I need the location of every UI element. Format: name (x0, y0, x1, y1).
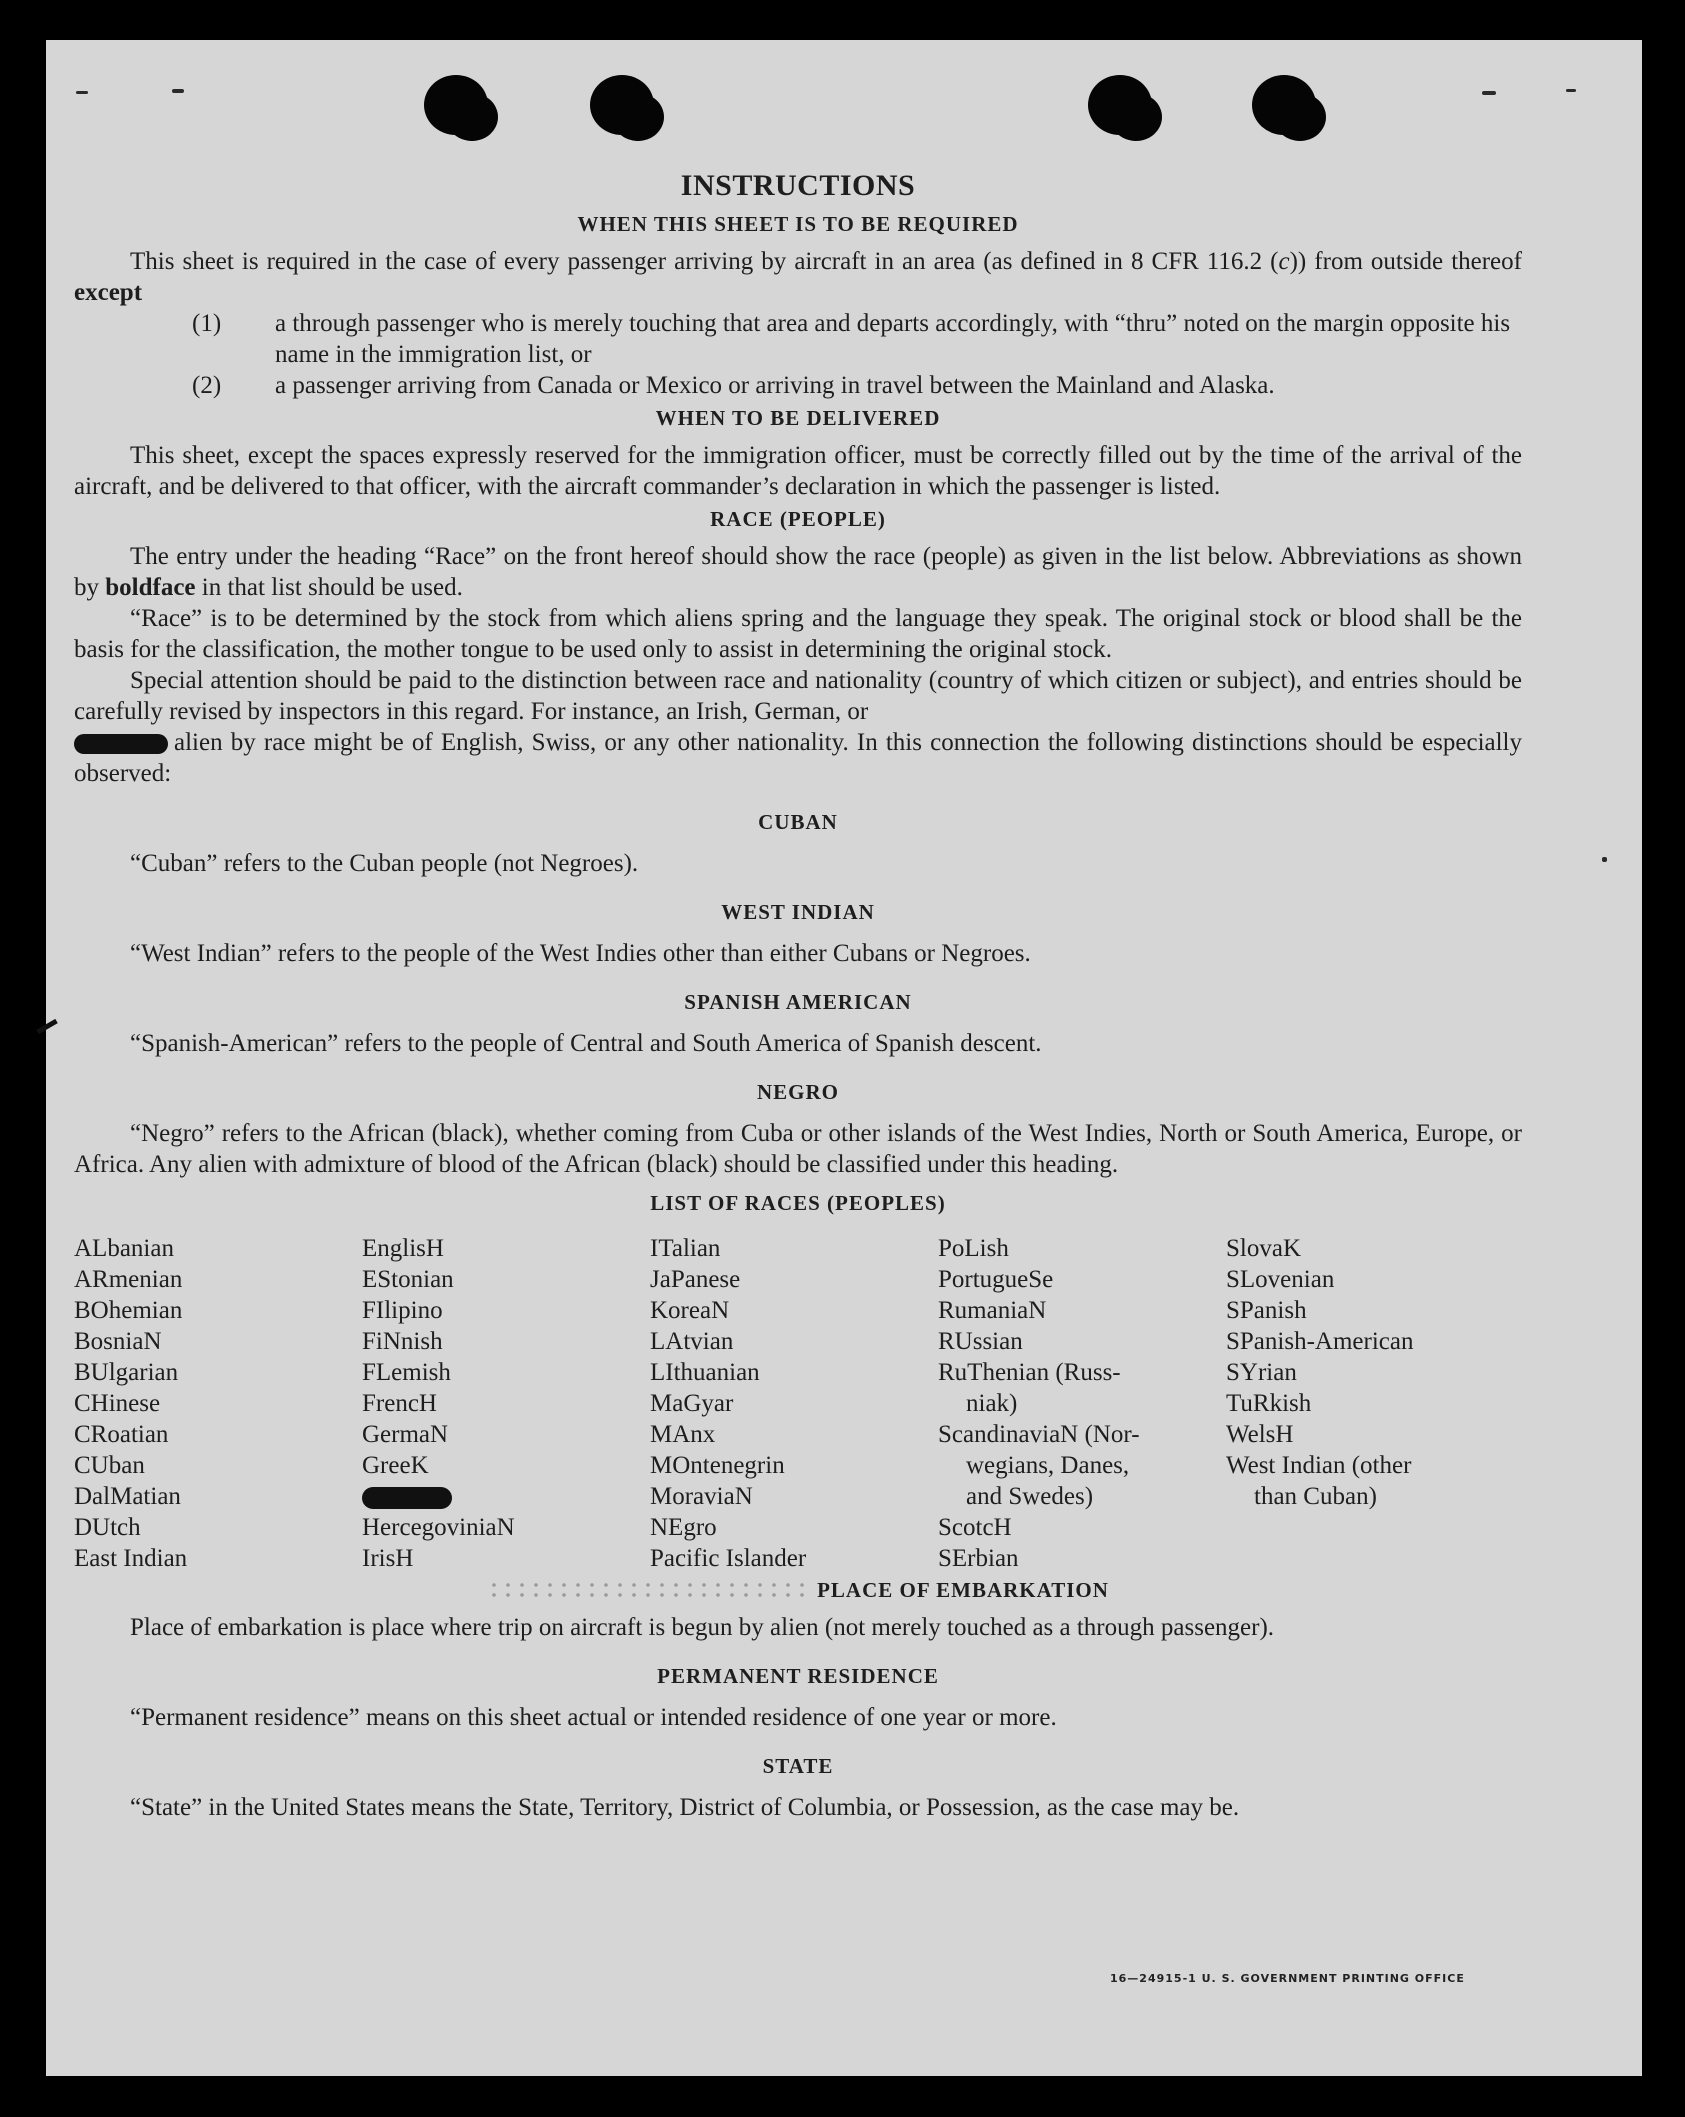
section-heading: NEGRO (756, 1080, 839, 1104)
paragraph (74, 727, 1522, 789)
race-entry: ScandinaviaN (Nor- (938, 1421, 1140, 1448)
paragraph (74, 541, 1522, 603)
paragraph (74, 665, 1522, 727)
race-entry-continued: wegians, Danes, (966, 1452, 1130, 1479)
punch-hole (424, 75, 488, 135)
scan-speck (76, 91, 88, 94)
text-run: except (74, 279, 143, 306)
document-sheet (46, 40, 1642, 2076)
section-heading: WHEN THIS SHEET IS TO BE REQUIRED (577, 212, 1019, 236)
paragraph: “Negro” refers to the African (black), whether coming from Cuba or other islands of the West Indies, North or South America, Europe, or Africa. Any alien with admixture of blood of the African (black) should be classified under this heading. (74, 1120, 1522, 1178)
paragraph: “Race” is to be determined by the stock from which aliens spring and the language they speak. The original stock or blood shall be the basis for the classification, the mother tongue to be used only to assist in determining the original stock. (74, 605, 1522, 663)
race-entry: HercegoviniaN (362, 1514, 515, 1541)
section-heading: LIST OF RACES (PEOPLES) (650, 1191, 946, 1215)
section-heading: SPANISH AMERICAN (684, 990, 912, 1014)
item-text: a passenger arriving from Canada or Mexico or arriving in travel between the Mainland and Alaska. (275, 372, 1275, 399)
scan-speck (1566, 89, 1576, 92)
instructions-body (74, 170, 1522, 1823)
race-entry: RUssian (938, 1328, 1023, 1355)
race-entry-continued: niak) (966, 1390, 1018, 1417)
race-entry-continued: and Swedes) (966, 1483, 1094, 1510)
race-entry: FrencH (362, 1390, 437, 1417)
race-entry: PoLish (938, 1235, 1009, 1262)
race-entry-redacted (362, 1481, 515, 1512)
text-run: Special attention should be paid to the distinction between race and nationality (country of which citizen or subject), and entries should be carefully revised by inspectors in this regard. For instance, an Irish, German, or (74, 667, 1522, 725)
paragraph: “Cuban” refers to the Cuban people (not Negroes). (130, 850, 639, 877)
race-entry: RumaniaN (938, 1297, 1047, 1324)
race-entry: MoraviaN (650, 1483, 753, 1510)
race-entry: MAnx (650, 1421, 716, 1448)
margin-tick-mark (36, 1019, 58, 1034)
scan-speck (1482, 91, 1496, 95)
race-entry: West Indian (other (1226, 1452, 1412, 1479)
race-entry: FiNnish (362, 1328, 443, 1355)
race-entry: BosniaN (74, 1328, 162, 1355)
race-entry-continued: than Cuban) (1254, 1483, 1377, 1510)
race-entry: East Indian (74, 1545, 188, 1572)
race-entry: JaPanese (650, 1266, 741, 1293)
race-entry: TuRkish (1226, 1390, 1312, 1417)
section-heading: RACE (PEOPLE) (710, 507, 886, 531)
paragraph (74, 246, 1522, 308)
races-column-5 (1226, 1233, 1413, 1512)
paragraph: “Spanish-American” refers to the people of Central and South America of Spanish descent. (130, 1030, 1042, 1057)
race-entry: ARmenian (74, 1266, 183, 1293)
races-list (74, 1233, 1522, 1572)
race-entry: LAtvian (650, 1328, 734, 1355)
section-heading: WHEN TO BE DELIVERED (655, 406, 941, 430)
race-entry: GermaN (362, 1421, 449, 1448)
paragraph: This sheet, except the spaces expressly reserved for the immigration officer, must be correctly filled out by the time of the arrival of the aircraft, and be delivered to that officer, with the aircraft commander’s declaration in which the passenger is listed. (74, 442, 1522, 500)
section-heading: WEST INDIAN (721, 900, 875, 924)
text-run: )) from outside thereof (1289, 248, 1522, 275)
paragraph: Place of embarkation is place where trip on aircraft is begun by alien (not merely touched as a through passenger). (130, 1614, 1275, 1641)
printing-office-code: 16—24915-1 U. S. GOVERNMENT PRINTING OFFICE (1110, 1972, 1465, 1985)
punch-hole (1088, 75, 1152, 135)
race-entry: SErbian (938, 1545, 1019, 1572)
text-run: This sheet is required in the case of every passenger arriving by aircraft in an area (as defined in 8 CFR 116.2 ( (130, 248, 1279, 275)
section-heading: PERMANENT RESIDENCE (657, 1664, 939, 1688)
faded-smudge (487, 1580, 807, 1602)
paragraph: “Permanent residence” means on this sheet actual or intended residence of one year or more. (130, 1704, 1057, 1731)
punch-hole (590, 75, 654, 135)
text-run: The entry under the heading “Race” on the front hereof should show the race (people) as given in the list below. Abbreviations as shown by (74, 543, 1522, 601)
races-column-1 (74, 1233, 187, 1574)
race-entry: DUtch (74, 1514, 141, 1541)
race-entry: ITalian (650, 1235, 721, 1262)
scan-speck (172, 89, 184, 93)
race-entry: MOntenegrin (650, 1452, 785, 1479)
race-entry: ALbanian (74, 1235, 174, 1262)
race-entry: WelsH (1226, 1421, 1294, 1448)
race-entry: BUlgarian (74, 1359, 179, 1386)
redaction-mark (74, 734, 168, 754)
text-run: boldface (105, 574, 196, 601)
race-entry: RuThenian (Russ- (938, 1359, 1121, 1386)
race-entry: SYrian (1226, 1359, 1297, 1386)
race-entry: CUban (74, 1452, 145, 1479)
race-entry: LIthuanian (650, 1359, 760, 1386)
embarkation-heading-row (74, 1575, 1522, 1606)
punch-hole (1252, 75, 1316, 135)
section-heading: CUBAN (758, 810, 838, 834)
race-entry: Pacific Islander (650, 1545, 807, 1572)
paragraph: “State” in the United States means the State, Territory, District of Columbia, or Possession, as the case may be. (130, 1794, 1240, 1821)
race-entry: SlovaK (1226, 1235, 1301, 1262)
race-entry: DalMatian (74, 1483, 181, 1510)
race-entry: BOhemian (74, 1297, 183, 1324)
section-heading: PLACE OF EMBARKATION (817, 1578, 1109, 1602)
race-entry: SPanish (1226, 1297, 1307, 1324)
item-number: (1) (192, 310, 222, 337)
race-entry: PortugueSe (938, 1266, 1054, 1293)
races-column-3 (650, 1233, 806, 1574)
race-entry: NEgro (650, 1514, 717, 1541)
list-item (74, 370, 1522, 401)
page-title: INSTRUCTIONS (680, 169, 916, 202)
race-entry: CHinese (74, 1390, 161, 1417)
race-entry: EStonian (362, 1266, 454, 1293)
text-run: c (1278, 248, 1290, 275)
race-entry: FIlipino (362, 1297, 443, 1324)
item-text: a through passenger who is merely touching that area and departs accordingly, with “thru” noted on the margin opposite his name in the immigration list, or (275, 310, 1511, 368)
list-item (74, 308, 1522, 370)
text-run: in that list should be used. (195, 574, 463, 601)
races-column-2 (362, 1233, 515, 1574)
text-run: alien by race might be of English, Swiss, or any other nationality. In this connection the following distinctions should be especially observed: (74, 729, 1522, 787)
race-entry: IrisH (362, 1545, 414, 1572)
scan-speck (1602, 857, 1607, 862)
race-entry: MaGyar (650, 1390, 734, 1417)
race-entry: SPanish-American (1226, 1328, 1414, 1355)
item-number: (2) (192, 372, 222, 399)
race-entry: SLovenian (1226, 1266, 1335, 1293)
race-entry: FLemish (362, 1359, 451, 1386)
race-entry: CRoatian (74, 1421, 169, 1448)
section-heading: STATE (762, 1754, 834, 1778)
races-column-4 (938, 1233, 1140, 1574)
redaction-mark (362, 1487, 452, 1509)
race-entry: ScotcH (938, 1514, 1012, 1541)
race-entry: KoreaN (650, 1297, 730, 1324)
race-entry: GreeK (362, 1452, 429, 1479)
paragraph: “West Indian” refers to the people of the West Indies other than either Cubans or Negroes. (130, 940, 1031, 967)
race-entry: EnglisH (362, 1235, 444, 1262)
